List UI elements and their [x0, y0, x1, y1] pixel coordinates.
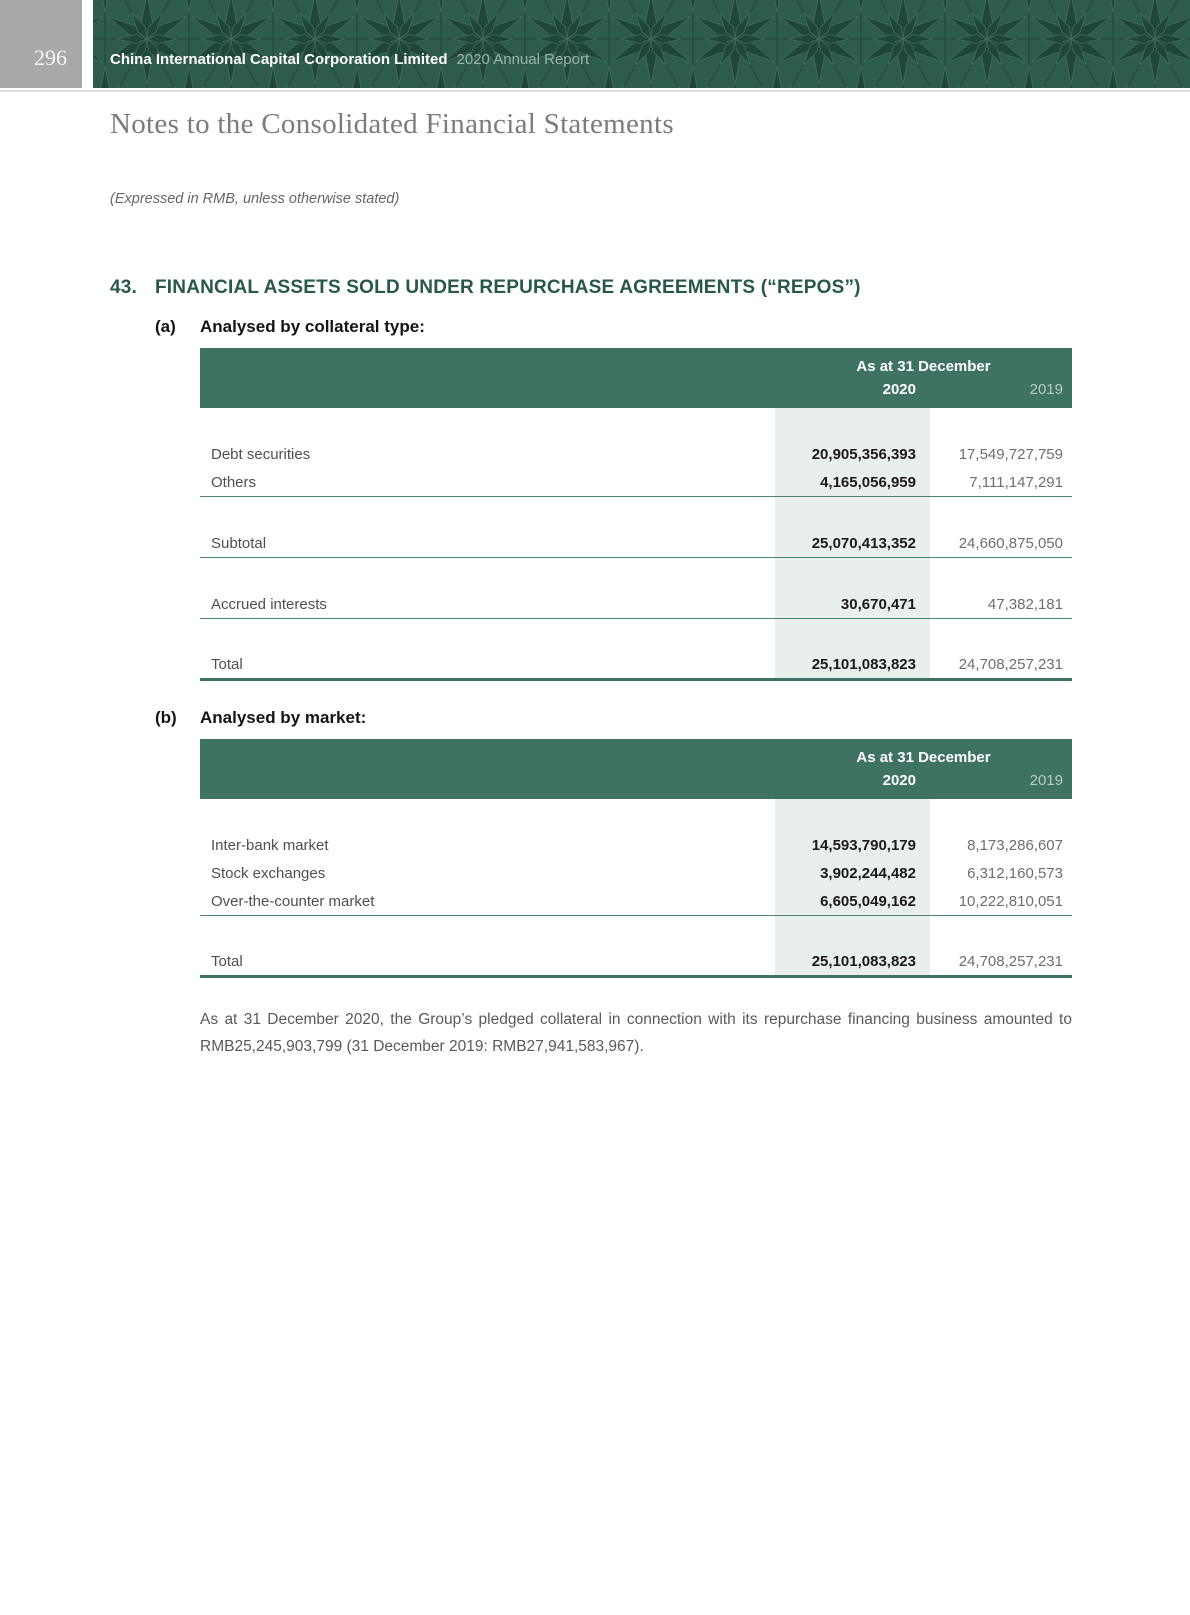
subheading-a-text: Analysed by collateral type: [200, 317, 425, 336]
row-label: Total [211, 953, 243, 970]
report-title: 2020 Annual Report [456, 51, 590, 68]
banner-text [110, 51, 589, 68]
row-label: Stock exchanges [211, 864, 326, 882]
row-label: Subtotal [211, 534, 267, 552]
table-row [200, 831, 1072, 859]
subheading-a-label: (a) [155, 317, 176, 336]
table-row [200, 468, 1072, 497]
row-label: Debt securities [211, 445, 311, 463]
value-2019: 47,382,181 [987, 595, 1063, 613]
value-2020: 3,902,244,482 [775, 859, 930, 887]
table-row [200, 859, 1072, 887]
subheading-b-label: (b) [155, 708, 177, 727]
table-total-row [200, 948, 1072, 978]
table-market [200, 739, 1072, 978]
spacer-row [200, 558, 1072, 590]
row-label: Inter-bank market [211, 836, 329, 854]
column-span-header: As at 31 December [856, 358, 991, 375]
header-banner [93, 0, 1190, 88]
table-row [200, 887, 1072, 916]
value-2019: 10,222,810,051 [958, 892, 1063, 910]
value-2019: 7,111,147,291 [969, 473, 1063, 491]
section-number: 43. [110, 277, 138, 298]
value-2020: 25,070,413,352 [775, 529, 930, 557]
table-header [200, 739, 1072, 799]
table-total-row [200, 651, 1072, 681]
row-label: Others [211, 473, 257, 491]
subheading-b-text: Analysed by market: [200, 708, 367, 727]
value-2020: 25,101,083,823 [775, 651, 930, 678]
table-row [200, 440, 1072, 468]
column-header-2020: 2020 [882, 772, 916, 789]
subheading-a [155, 317, 425, 337]
table-row [200, 590, 1072, 619]
banner-pattern [93, 0, 1190, 88]
value-2019: 24,708,257,231 [958, 953, 1063, 970]
currency-note: (Expressed in RMB, unless otherwise stated) [110, 191, 400, 207]
value-2019: 6,312,160,573 [967, 864, 1063, 882]
row-label: Total [211, 656, 243, 673]
section-title: FINANCIAL ASSETS SOLD UNDER REPURCHASE AGREEMENTS (“REPOS”) [155, 277, 861, 298]
value-2020: 25,101,083,823 [775, 948, 930, 975]
spacer-row [200, 497, 1072, 529]
value-2020: 14,593,790,179 [775, 831, 930, 859]
value-2020: 6,605,049,162 [775, 887, 930, 915]
value-2020: 20,905,356,393 [775, 440, 930, 468]
page-number-box [0, 0, 82, 88]
value-2019: 24,708,257,231 [958, 656, 1063, 673]
spacer-row [200, 916, 1072, 948]
page-number: 296 [34, 45, 67, 70]
value-2019: 17,549,727,759 [958, 445, 1063, 463]
column-header-2019: 2019 [1029, 772, 1063, 789]
value-2020: 30,670,471 [775, 590, 930, 618]
row-label: Over-the-counter market [211, 892, 375, 910]
spacer-row [200, 799, 1072, 831]
value-2020: 4,165,056,959 [775, 468, 930, 496]
column-span-header: As at 31 December [856, 749, 991, 766]
header-divider [0, 90, 1190, 92]
column-header-2019: 2019 [1029, 381, 1063, 398]
subheading-b [155, 708, 366, 728]
column-header-2020: 2020 [882, 381, 916, 398]
value-2019: 24,660,875,050 [958, 534, 1063, 552]
pledged-collateral-note: As at 31 December 2020, the Group’s pledged collateral in connection with its repurchase financing business amounted to RMB25,245,903,799 (31 December 2019: RMB27,941,583,967). [200, 1011, 1072, 1055]
spacer-row [200, 408, 1072, 440]
page-title: Notes to the Consolidated Financial Statements [110, 108, 674, 140]
value-2019: 8,173,286,607 [967, 836, 1063, 854]
row-label: Accrued interests [211, 595, 327, 613]
table-row [200, 529, 1072, 558]
company-name: China International Capital Corporation Limited [110, 51, 448, 68]
spacer-row [200, 619, 1072, 651]
table-header [200, 348, 1072, 408]
table-collateral-type [200, 348, 1072, 681]
section-heading [110, 277, 861, 299]
